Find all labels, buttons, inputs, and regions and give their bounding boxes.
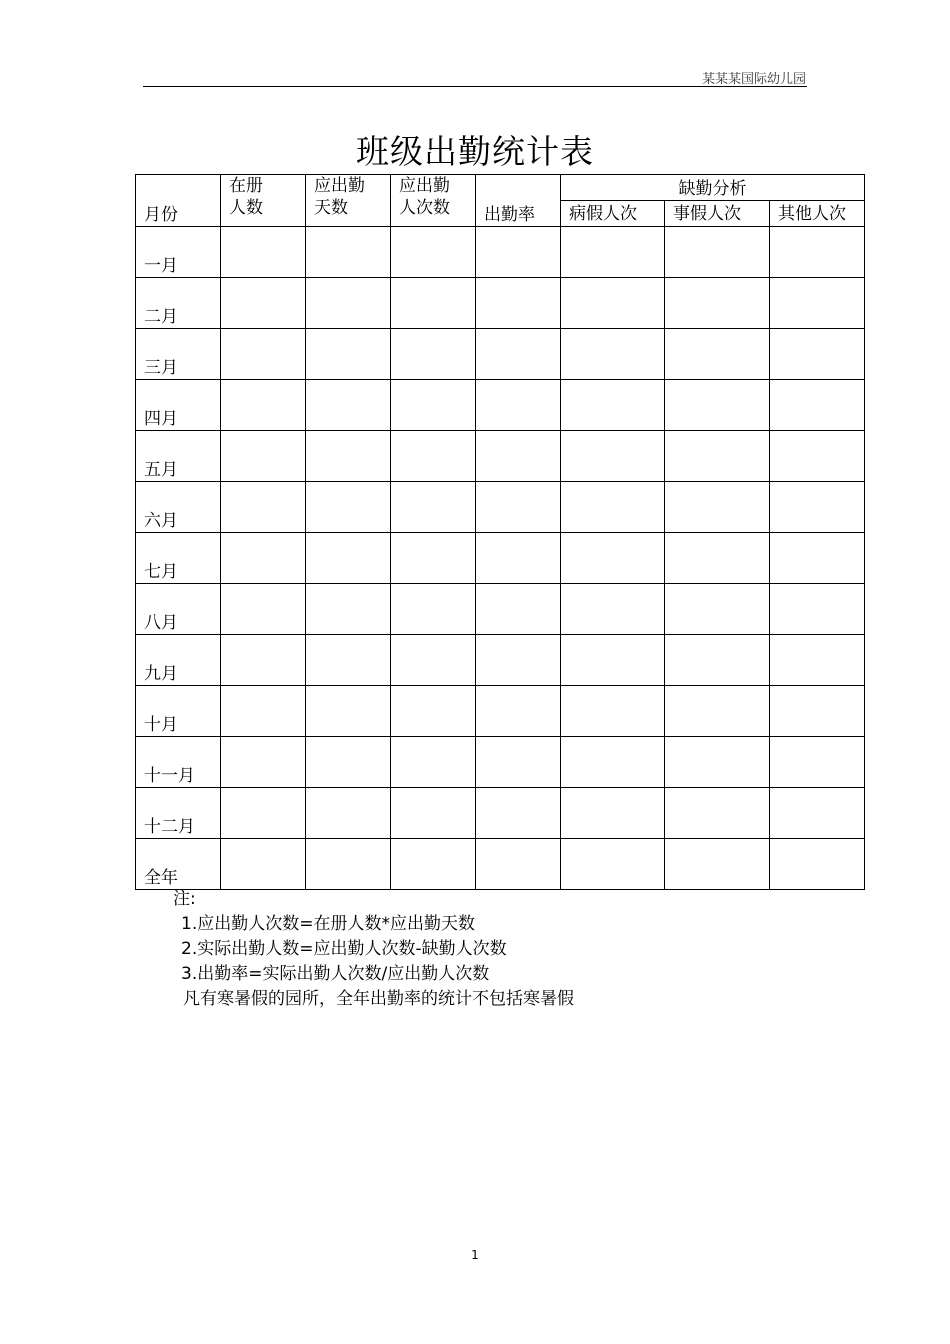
month-label: 三月	[136, 329, 221, 380]
table-row	[136, 584, 865, 635]
table-cell[interactable]	[561, 227, 665, 278]
table-cell[interactable]	[391, 227, 476, 278]
month-label: 六月	[136, 482, 221, 533]
table-cell[interactable]	[665, 584, 770, 635]
table-cell[interactable]	[770, 788, 865, 839]
table-cell[interactable]	[561, 482, 665, 533]
table-cell[interactable]	[770, 635, 865, 686]
notes-section	[173, 887, 574, 1012]
table-cell[interactable]	[306, 788, 391, 839]
table-cell[interactable]	[770, 278, 865, 329]
table-cell[interactable]	[561, 686, 665, 737]
table-cell[interactable]	[770, 329, 865, 380]
col-header-person-times: 应出勤 人次数	[391, 175, 476, 227]
table-cell[interactable]	[770, 584, 865, 635]
table-row	[136, 686, 865, 737]
table-row	[136, 533, 865, 584]
table-cell[interactable]	[561, 839, 665, 890]
table-cell[interactable]	[391, 839, 476, 890]
table-row	[136, 635, 865, 686]
table-cell[interactable]	[770, 482, 865, 533]
table-body	[136, 227, 865, 890]
col-header-enrolled: 在册 人数	[221, 175, 306, 227]
table-cell[interactable]	[476, 431, 561, 482]
table-cell[interactable]	[665, 737, 770, 788]
month-label: 十月	[136, 686, 221, 737]
table-cell[interactable]	[221, 635, 306, 686]
table-cell[interactable]	[391, 788, 476, 839]
table-cell[interactable]	[665, 431, 770, 482]
col-header-personal: 事假人次	[665, 201, 770, 227]
table-row	[136, 839, 865, 890]
table-row	[136, 329, 865, 380]
table-cell[interactable]	[221, 788, 306, 839]
table-cell[interactable]	[221, 686, 306, 737]
table-cell[interactable]	[770, 686, 865, 737]
table-cell[interactable]	[665, 788, 770, 839]
table-cell[interactable]	[561, 431, 665, 482]
col-header-other: 其他人次	[770, 201, 865, 227]
table-cell[interactable]	[665, 839, 770, 890]
table-cell[interactable]	[306, 380, 391, 431]
table-cell[interactable]	[306, 278, 391, 329]
month-label: 七月	[136, 533, 221, 584]
attendance-table	[135, 174, 865, 890]
table-cell[interactable]	[476, 584, 561, 635]
month-label: 四月	[136, 380, 221, 431]
table-cell[interactable]	[770, 431, 865, 482]
month-label: 二月	[136, 278, 221, 329]
table-cell[interactable]	[391, 686, 476, 737]
table-cell[interactable]	[306, 329, 391, 380]
table-cell[interactable]	[561, 635, 665, 686]
table-cell[interactable]	[561, 788, 665, 839]
table-cell[interactable]	[221, 482, 306, 533]
col-header-days: 应出勤 天数	[306, 175, 391, 227]
table-row	[136, 737, 865, 788]
header-rule	[143, 86, 807, 87]
header-row-top	[136, 175, 865, 201]
table-cell[interactable]	[476, 839, 561, 890]
table-cell[interactable]	[391, 431, 476, 482]
table-cell[interactable]	[770, 839, 865, 890]
table-cell[interactable]	[476, 329, 561, 380]
month-label: 十一月	[136, 737, 221, 788]
table-cell[interactable]	[770, 227, 865, 278]
table-cell[interactable]	[476, 788, 561, 839]
table-cell[interactable]	[306, 686, 391, 737]
col-header-absence-group: 缺勤分析	[561, 175, 865, 201]
table-cell[interactable]	[221, 278, 306, 329]
table-cell[interactable]	[306, 737, 391, 788]
table-cell[interactable]	[306, 482, 391, 533]
month-label: 全年	[136, 839, 221, 890]
table-row	[136, 227, 865, 278]
table-row	[136, 278, 865, 329]
table-cell[interactable]	[306, 533, 391, 584]
table-cell[interactable]	[561, 584, 665, 635]
header-org-name: 某某某国际幼儿园	[701, 72, 806, 87]
table-cell[interactable]	[391, 584, 476, 635]
table-cell[interactable]	[306, 584, 391, 635]
table-cell[interactable]	[561, 278, 665, 329]
col-header-rate: 出勤率	[476, 175, 561, 227]
table-cell[interactable]	[221, 584, 306, 635]
table-row	[136, 788, 865, 839]
table-cell[interactable]	[476, 278, 561, 329]
table-cell[interactable]	[665, 278, 770, 329]
table-cell[interactable]	[561, 380, 665, 431]
table-cell[interactable]	[221, 380, 306, 431]
table-cell[interactable]	[561, 533, 665, 584]
note-item-1: 1.应出勤人次数=在册人数*应出勤天数	[181, 914, 475, 934]
table-cell[interactable]	[476, 380, 561, 431]
table-cell[interactable]	[665, 635, 770, 686]
table-cell[interactable]	[476, 482, 561, 533]
table-row	[136, 431, 865, 482]
table-cell[interactable]	[391, 278, 476, 329]
note-item-3: 3.出勤率=实际出勤人次数/应出勤人次数	[181, 964, 490, 984]
table-row	[136, 482, 865, 533]
month-label: 五月	[136, 431, 221, 482]
table-cell[interactable]	[391, 329, 476, 380]
note-extra: 凡有寒暑假的园所，全年出勤率的统计不包括寒暑假	[183, 989, 574, 1009]
table-cell[interactable]	[665, 380, 770, 431]
col-header-sick: 病假人次	[561, 201, 665, 227]
page-number: 1	[471, 1248, 479, 1262]
table-cell[interactable]	[665, 482, 770, 533]
table-row	[136, 380, 865, 431]
table-cell[interactable]	[306, 635, 391, 686]
table-cell[interactable]	[221, 533, 306, 584]
table-cell[interactable]	[770, 380, 865, 431]
table-cell[interactable]	[561, 737, 665, 788]
month-label: 一月	[136, 227, 221, 278]
table-cell[interactable]	[221, 431, 306, 482]
table-cell[interactable]	[770, 737, 865, 788]
table-cell[interactable]	[306, 839, 391, 890]
table-cell[interactable]	[665, 686, 770, 737]
table-cell[interactable]	[476, 737, 561, 788]
table-cell[interactable]	[561, 329, 665, 380]
table-cell[interactable]	[476, 533, 561, 584]
table-cell[interactable]	[476, 686, 561, 737]
table-cell[interactable]	[221, 737, 306, 788]
col-header-month: 月份	[136, 175, 221, 227]
table-cell[interactable]	[391, 635, 476, 686]
table-cell[interactable]	[476, 635, 561, 686]
table-cell[interactable]	[665, 227, 770, 278]
table-cell[interactable]	[221, 227, 306, 278]
table-cell[interactable]	[391, 533, 476, 584]
page-title: 班级出勤统计表	[356, 132, 594, 171]
month-label: 九月	[136, 635, 221, 686]
table-cell[interactable]	[476, 227, 561, 278]
table-cell[interactable]	[665, 329, 770, 380]
table-cell[interactable]	[391, 380, 476, 431]
table-cell[interactable]	[391, 482, 476, 533]
table-cell[interactable]	[665, 533, 770, 584]
month-label: 十二月	[136, 788, 221, 839]
table-cell[interactable]	[221, 329, 306, 380]
table-cell[interactable]	[221, 839, 306, 890]
notes-heading: 注:	[173, 889, 196, 909]
table-cell[interactable]	[306, 431, 391, 482]
table-cell[interactable]	[770, 533, 865, 584]
table-cell[interactable]	[391, 737, 476, 788]
note-item-2: 2.实际出勤人数=应出勤人次数-缺勤人次数	[181, 939, 507, 959]
month-label: 八月	[136, 584, 221, 635]
table-cell[interactable]	[306, 227, 391, 278]
